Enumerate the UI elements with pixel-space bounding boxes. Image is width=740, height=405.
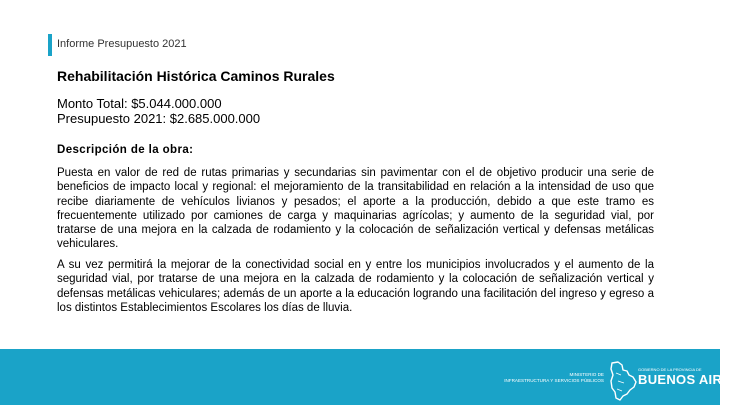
- ministry-line-1: MINISTERIO DE: [569, 372, 604, 377]
- page-title: Rehabilitación Histórica Caminos Rurales: [57, 68, 335, 84]
- ministry-logo-text: [498, 372, 604, 384]
- buenos-aires-wordmark: BUENOS AIRES: [638, 372, 740, 387]
- amounts-block: [57, 96, 260, 126]
- header-accent-bar: [48, 34, 52, 56]
- province-logo-text: [638, 367, 740, 387]
- province-map-icon: [609, 361, 637, 401]
- description-label: Descripción de la obra:: [57, 144, 194, 156]
- gov-small-text: GOBIERNO DE LA PROVINCIA DE: [638, 367, 702, 372]
- report-header-label: Informe Presupuesto 2021: [57, 38, 187, 50]
- description-paragraph-1: Puesta en valor de red de rutas primarias y secundarias sin pavimentar con el de objetivo producir una serie de beneficios de impacto local y regional: el mejoramiento de la transitabilidad en relación a la intensidad de uso que recibe diariamente de vehículos livianos y pesados; el aporte a la producción, debido a que este tramo es frecuentemente utilizado por camiones de carga y maquinarias agrícolas; y aumento de la seguridad vial, por tratarse de una mejora en la calzada de rodamiento y la colocación de señalización vertical y defensas metálicas vehiculares.: [57, 167, 654, 251]
- ministry-line-2: INFRAESTRUCTURA Y SERVICIOS PÚBLICOS: [504, 378, 604, 383]
- description-paragraph-2: A su vez permitirá la mejorar de la conectividad social en y entre los municipios involucrados y el aumento de la seguridad vial, por tratarse de una mejora en la calzada de rodamiento y la colocación de señalización vertical y defensas metálicas vehiculares; además de un aporte a la educación logrando una facilitación del ingreso y egreso a los distintos Establecimientos Escolares los días de lluvia.: [57, 259, 654, 314]
- presupuesto-2021: Presupuesto 2021: $2.685.000.000: [57, 111, 261, 126]
- monto-total: Monto Total: $5.044.000.000: [57, 96, 222, 111]
